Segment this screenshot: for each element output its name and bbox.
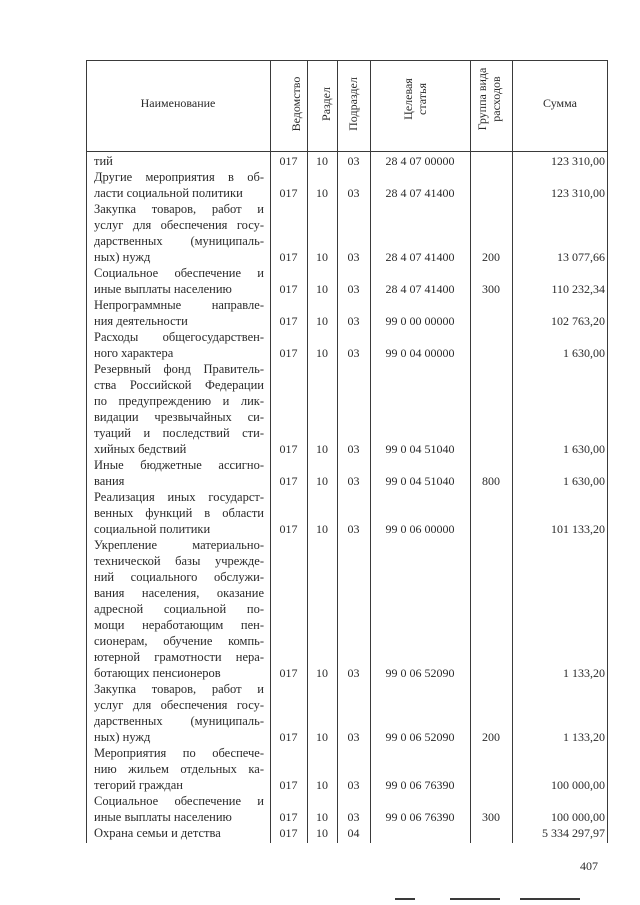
row-celevaya-statya: 99 0 06 52090 bbox=[385, 666, 455, 680]
row-vedomstvo: 017 bbox=[279, 666, 298, 680]
row-razdel: 10 bbox=[316, 778, 328, 792]
row-summa: 1 630,00 bbox=[563, 442, 605, 456]
row-celevaya-statya: 99 0 04 00000 bbox=[385, 346, 455, 360]
page-number: 407 bbox=[580, 859, 598, 873]
row-summa: 1 630,00 bbox=[563, 474, 605, 488]
row-podrazdel: 03 bbox=[347, 778, 360, 792]
row-podrazdel: 03 bbox=[347, 250, 360, 264]
row-summa: 1 133,20 bbox=[563, 666, 605, 680]
row-summa: 5 334 297,97 bbox=[542, 826, 605, 840]
row-name-line: по предупреждению и лик- bbox=[94, 394, 264, 408]
row-podrazdel: 03 bbox=[347, 314, 360, 328]
row-summa: 123 310,00 bbox=[551, 154, 605, 168]
row-vedomstvo: 017 bbox=[279, 778, 298, 792]
row-name-line: услуг для обеспечения госу- bbox=[94, 698, 264, 712]
row-vedomstvo: 017 bbox=[279, 314, 298, 328]
row-name-line: ства Российской Федерации bbox=[94, 378, 264, 392]
row-celevaya-statya: 99 0 06 76390 bbox=[385, 810, 455, 824]
header-celevaya-1: Целевая bbox=[401, 78, 415, 120]
row-summa: 110 232,34 bbox=[551, 282, 605, 296]
row-name-line: ний социального обслужи- bbox=[94, 570, 264, 584]
row-summa: 1 630,00 bbox=[563, 346, 605, 360]
row-name-line: Другие мероприятия в об- bbox=[94, 170, 264, 184]
row-vedomstvo: 017 bbox=[279, 474, 298, 488]
row-name-line: иные выплаты населению bbox=[94, 282, 232, 296]
row-name-line: Непрограммные направле- bbox=[94, 298, 264, 312]
header-summa: Сумма bbox=[543, 96, 577, 110]
row-name-line: Социальное обеспечение и bbox=[94, 794, 264, 808]
footer-mark bbox=[520, 898, 580, 900]
header-name: Наименование bbox=[140, 96, 216, 110]
row-summa: 102 763,20 bbox=[551, 314, 605, 328]
row-name-line: Закупка товаров, работ и bbox=[94, 682, 264, 696]
row-name-line: ботающих пенсионеров bbox=[94, 666, 221, 680]
footer-mark bbox=[395, 898, 415, 900]
row-razdel: 10 bbox=[316, 826, 328, 840]
row-razdel: 10 bbox=[316, 282, 328, 296]
row-razdel: 10 bbox=[316, 730, 328, 744]
row-razdel: 10 bbox=[316, 810, 328, 824]
row-gruppa: 200 bbox=[482, 250, 500, 264]
row-celevaya-statya: 99 0 06 00000 bbox=[385, 522, 455, 536]
row-name-line: Охрана семьи и детства bbox=[94, 826, 221, 840]
row-podrazdel: 04 bbox=[347, 826, 360, 840]
row-name-line: Иные бюджетные ассигно- bbox=[94, 458, 264, 472]
row-vedomstvo: 017 bbox=[279, 154, 298, 168]
row-name-line: Мероприятия по обеспече- bbox=[94, 746, 264, 760]
row-celevaya-statya: 99 0 04 51040 bbox=[385, 474, 455, 488]
row-name-line: видации чрезвычайных си- bbox=[94, 410, 264, 424]
row-celevaya-statya: 99 0 04 51040 bbox=[385, 442, 455, 456]
row-vedomstvo: 017 bbox=[279, 522, 298, 536]
row-summa: 123 310,00 bbox=[551, 186, 605, 200]
row-podrazdel: 03 bbox=[347, 522, 360, 536]
row-name-line: вания населения, оказание bbox=[94, 586, 264, 600]
row-name-line: туаций и последствий сти- bbox=[94, 426, 264, 440]
row-summa: 100 000,00 bbox=[551, 778, 605, 792]
row-podrazdel: 03 bbox=[347, 154, 360, 168]
row-name-line: ютерной грамотности нера- bbox=[94, 650, 264, 664]
row-celevaya-statya: 28 4 07 00000 bbox=[385, 154, 455, 168]
header-gruppa-1: Группа вида bbox=[475, 67, 489, 131]
row-razdel: 10 bbox=[316, 442, 328, 456]
row-vedomstvo: 017 bbox=[279, 442, 298, 456]
row-name-line: ния деятельности bbox=[94, 314, 188, 328]
row-name-line: хийных бедствий bbox=[94, 442, 187, 456]
row-podrazdel: 03 bbox=[347, 346, 360, 360]
row-celevaya-statya: 99 0 06 52090 bbox=[385, 730, 455, 744]
row-razdel: 10 bbox=[316, 314, 328, 328]
row-name-line: технической базы учрежде- bbox=[94, 554, 264, 568]
row-gruppa: 800 bbox=[482, 474, 500, 488]
row-celevaya-statya: 28 4 07 41400 bbox=[385, 282, 455, 296]
header-vedomstvo: Ведомство bbox=[289, 76, 303, 132]
row-razdel: 10 bbox=[316, 186, 328, 200]
row-vedomstvo: 017 bbox=[279, 186, 298, 200]
row-name-line: тегорий граждан bbox=[94, 778, 183, 792]
header-bottom-border bbox=[86, 151, 608, 152]
row-celevaya-statya: 99 0 06 76390 bbox=[385, 778, 455, 792]
row-podrazdel: 03 bbox=[347, 730, 360, 744]
row-razdel: 10 bbox=[316, 474, 328, 488]
row-celevaya-statya: 99 0 00 00000 bbox=[385, 314, 455, 328]
row-name-line: тий bbox=[94, 154, 113, 168]
row-name-line: сионерам, обучение компь- bbox=[94, 634, 264, 648]
row-vedomstvo: 017 bbox=[279, 250, 298, 264]
row-razdel: 10 bbox=[316, 666, 328, 680]
row-name-line: ного характера bbox=[94, 346, 174, 360]
header-top-border bbox=[86, 60, 608, 61]
row-celevaya-statya: 28 4 07 41400 bbox=[385, 250, 455, 264]
row-name-line: ных) нужд bbox=[94, 250, 151, 264]
row-summa: 1 133,20 bbox=[563, 730, 605, 744]
row-razdel: 10 bbox=[316, 522, 328, 536]
row-name-line: дарственных (муниципаль- bbox=[94, 234, 264, 248]
row-name-line: Закупка товаров, работ и bbox=[94, 202, 264, 216]
row-gruppa: 300 bbox=[482, 282, 500, 296]
row-name-line: социальной политики bbox=[94, 522, 211, 536]
row-name-line: нию жильем отдельных ка- bbox=[94, 762, 264, 776]
row-name-line: ных) нужд bbox=[94, 730, 151, 744]
row-podrazdel: 03 bbox=[347, 666, 360, 680]
col-line-left bbox=[86, 60, 87, 843]
row-vedomstvo: 017 bbox=[279, 826, 298, 840]
row-podrazdel: 03 bbox=[347, 474, 360, 488]
row-vedomstvo: 017 bbox=[279, 346, 298, 360]
row-name-line: адресной социальной по- bbox=[94, 602, 264, 616]
row-podrazdel: 03 bbox=[347, 442, 360, 456]
row-name-line: Расходы общегосударствен- bbox=[94, 330, 264, 344]
row-name-line: вания bbox=[94, 474, 125, 488]
row-name-line: Укрепление материально- bbox=[94, 538, 264, 552]
row-razdel: 10 bbox=[316, 346, 328, 360]
row-name-line: ласти социальной политики bbox=[94, 186, 243, 200]
row-razdel: 10 bbox=[316, 154, 328, 168]
row-summa: 101 133,20 bbox=[551, 522, 605, 536]
row-vedomstvo: 017 bbox=[279, 810, 298, 824]
header-celevaya-2: статья bbox=[415, 83, 429, 115]
row-vedomstvo: 017 bbox=[279, 282, 298, 296]
row-name-line: иные выплаты населению bbox=[94, 810, 232, 824]
row-gruppa: 300 bbox=[482, 810, 500, 824]
header-razdel: Раздел bbox=[319, 87, 333, 121]
row-podrazdel: 03 bbox=[347, 810, 360, 824]
row-name-line: дарственных (муниципаль- bbox=[94, 714, 264, 728]
row-name-line: мощи неработающим пен- bbox=[94, 618, 264, 632]
footer-mark bbox=[450, 898, 500, 900]
row-name-line: Реализация иных государст- bbox=[94, 490, 264, 504]
row-razdel: 10 bbox=[316, 250, 328, 264]
row-name-line: услуг для обеспечения госу- bbox=[94, 218, 264, 232]
row-celevaya-statya: 28 4 07 41400 bbox=[385, 186, 455, 200]
row-name-line: Резервный фонд Правитель- bbox=[94, 362, 264, 376]
row-name-line: венных функций в области bbox=[94, 506, 264, 520]
row-vedomstvo: 017 bbox=[279, 730, 298, 744]
row-podrazdel: 03 bbox=[347, 282, 360, 296]
row-summa: 100 000,00 bbox=[551, 810, 605, 824]
col-line-cs bbox=[470, 60, 471, 843]
row-gruppa: 200 bbox=[482, 730, 500, 744]
row-name-line: Социальное обеспечение и bbox=[94, 266, 264, 280]
col-line-right bbox=[607, 60, 608, 843]
header-gruppa-2: расходов bbox=[489, 76, 503, 122]
row-podrazdel: 03 bbox=[347, 186, 360, 200]
header-podrazdel: Подраздел bbox=[346, 77, 360, 131]
row-summa: 13 077,66 bbox=[557, 250, 605, 264]
